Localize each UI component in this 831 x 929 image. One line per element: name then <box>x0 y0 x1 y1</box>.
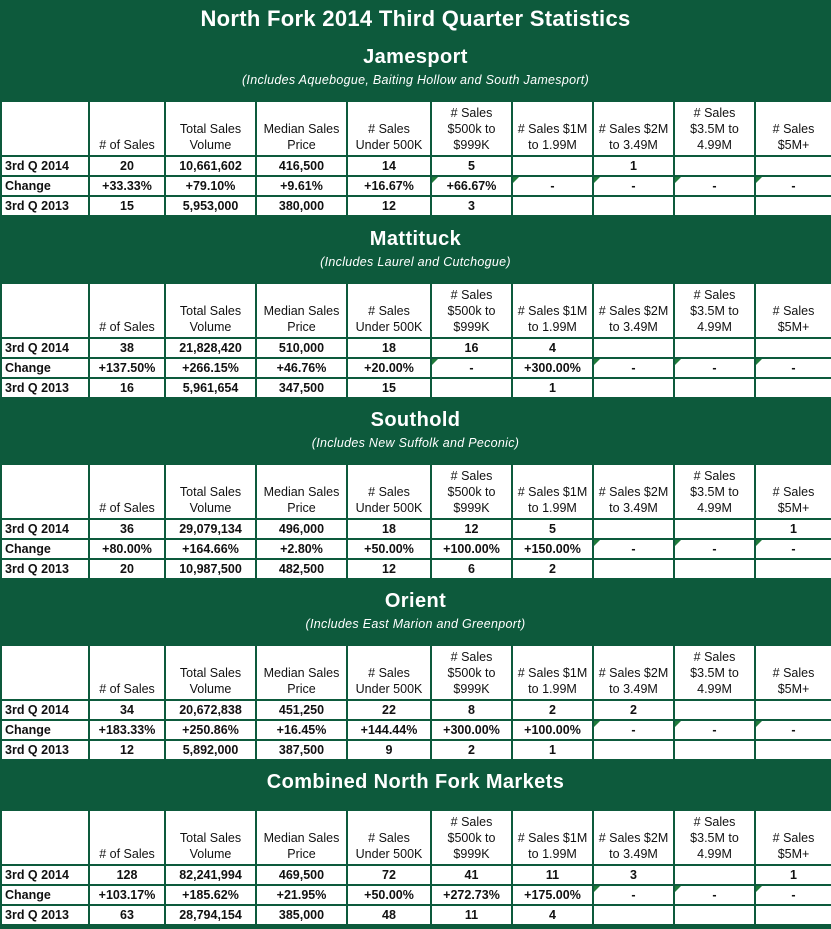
table-cell: 5 <box>431 156 512 176</box>
page-title: North Fork 2014 Third Quarter Statistics <box>200 6 631 31</box>
table-cell: +16.67% <box>347 176 431 196</box>
header-blank-cell <box>1 101 89 156</box>
table-cell: +266.15% <box>165 358 256 378</box>
region-header <box>0 409 831 450</box>
table-cell: 18 <box>347 338 431 358</box>
stats-table <box>0 809 831 926</box>
table-cell: - <box>674 885 755 905</box>
column-header: # Sales $5M+ <box>755 283 831 338</box>
header-row <box>1 283 831 338</box>
header-blank-cell <box>1 464 89 519</box>
table-cell: - <box>593 885 674 905</box>
row-label: Change <box>1 885 89 905</box>
row-label: 3rd Q 2014 <box>1 519 89 539</box>
table-row <box>1 156 831 176</box>
column-header: # Sales $5M+ <box>755 810 831 865</box>
column-header: # Sales $1M to 1.99M <box>512 283 593 338</box>
column-header: # Sales $5M+ <box>755 101 831 156</box>
column-header: Median Sales Price <box>256 283 347 338</box>
column-header: # Sales $2M to 3.49M <box>593 645 674 700</box>
table-cell: 28,794,154 <box>165 905 256 925</box>
column-header: # Sales $5M+ <box>755 464 831 519</box>
table-cell <box>755 740 831 760</box>
table-cell: 48 <box>347 905 431 925</box>
table-cell: 2 <box>431 740 512 760</box>
table-cell <box>512 196 593 216</box>
table-cell: 496,000 <box>256 519 347 539</box>
column-header: Median Sales Price <box>256 464 347 519</box>
table-cell: 482,500 <box>256 559 347 579</box>
table-cell: 3 <box>431 196 512 216</box>
table-cell: +66.67% <box>431 176 512 196</box>
table-cell: - <box>674 358 755 378</box>
row-label: 3rd Q 2014 <box>1 338 89 358</box>
column-header: # Sales $1M to 1.99M <box>512 464 593 519</box>
table-cell: 20,672,838 <box>165 700 256 720</box>
table-cell: 2 <box>593 700 674 720</box>
table-cell: +300.00% <box>512 358 593 378</box>
table-cell: +103.17% <box>89 885 165 905</box>
column-header: # Sales $2M to 3.49M <box>593 810 674 865</box>
table-row <box>1 885 831 905</box>
table-cell: 34 <box>89 700 165 720</box>
table-cell <box>512 156 593 176</box>
column-header: Median Sales Price <box>256 810 347 865</box>
region-subtitle: (Includes New Suffolk and Peconic) <box>311 436 520 450</box>
table-cell: +2.80% <box>256 539 347 559</box>
table-cell: 9 <box>347 740 431 760</box>
row-label: Change <box>1 539 89 559</box>
table-cell: 385,000 <box>256 905 347 925</box>
table-cell <box>755 338 831 358</box>
table-cell: 5,892,000 <box>165 740 256 760</box>
table-cell <box>755 559 831 579</box>
region-name: Mattituck <box>369 228 462 250</box>
table-cell: - <box>674 720 755 740</box>
table-row <box>1 700 831 720</box>
row-label: Change <box>1 720 89 740</box>
table-cell: 5,953,000 <box>165 196 256 216</box>
table-cell <box>674 196 755 216</box>
column-header: Total Sales Volume <box>165 645 256 700</box>
table-cell: 5,961,654 <box>165 378 256 398</box>
table-cell: 10,987,500 <box>165 559 256 579</box>
header-blank-cell <box>1 645 89 700</box>
column-header: # Sales $1M to 1.99M <box>512 810 593 865</box>
header-row <box>1 810 831 865</box>
table-cell: 12 <box>347 196 431 216</box>
table-cell: 20 <box>89 156 165 176</box>
table-cell: 1 <box>755 865 831 885</box>
table-cell: +50.00% <box>347 539 431 559</box>
table-cell: 16 <box>89 378 165 398</box>
table-cell: +79.10% <box>165 176 256 196</box>
column-header: # Sales $1M to 1.99M <box>512 101 593 156</box>
stats-table <box>0 100 831 217</box>
region-subtitle: (Includes Laurel and Cutchogue) <box>320 255 511 269</box>
table-row <box>1 905 831 925</box>
table-cell: 20 <box>89 559 165 579</box>
table-cell: 12 <box>347 559 431 579</box>
table-cell: +144.44% <box>347 720 431 740</box>
table-cell: +21.95% <box>256 885 347 905</box>
table-row <box>1 539 831 559</box>
table-cell: +50.00% <box>347 885 431 905</box>
row-label: Change <box>1 358 89 378</box>
table-cell: +9.61% <box>256 176 347 196</box>
table-cell: - <box>674 539 755 559</box>
table-cell: - <box>755 176 831 196</box>
table-cell: 451,250 <box>256 700 347 720</box>
table-cell: +164.66% <box>165 539 256 559</box>
table-cell: - <box>674 176 755 196</box>
column-header: # Sales $5M+ <box>755 645 831 700</box>
table-row <box>1 378 831 398</box>
table-cell <box>674 156 755 176</box>
table-cell: - <box>755 539 831 559</box>
table-cell <box>431 378 512 398</box>
table-cell <box>755 700 831 720</box>
region-header <box>0 228 831 269</box>
region-header <box>0 771 831 794</box>
region-header <box>0 46 831 87</box>
table-cell: 22 <box>347 700 431 720</box>
table-cell: +137.50% <box>89 358 165 378</box>
table-cell: +20.00% <box>347 358 431 378</box>
column-header: # Sales Under 500K <box>347 283 431 338</box>
stats-table <box>0 282 831 399</box>
table-row <box>1 720 831 740</box>
table-cell: +100.00% <box>431 539 512 559</box>
table-cell: - <box>593 358 674 378</box>
row-label: 3rd Q 2013 <box>1 559 89 579</box>
table-cell: 18 <box>347 519 431 539</box>
table-cell <box>674 740 755 760</box>
header-row <box>1 645 831 700</box>
table-cell: - <box>593 176 674 196</box>
column-header: # Sales $3.5M to 4.99M <box>674 810 755 865</box>
table-cell <box>755 196 831 216</box>
table-cell: 15 <box>89 196 165 216</box>
table-cell: 29,079,134 <box>165 519 256 539</box>
region-name: Jamesport <box>363 46 468 68</box>
table-cell: 510,000 <box>256 338 347 358</box>
table-cell: 4 <box>512 905 593 925</box>
table-row <box>1 196 831 216</box>
table-row <box>1 865 831 885</box>
table-cell: 14 <box>347 156 431 176</box>
table-cell: +16.45% <box>256 720 347 740</box>
table-cell: 1 <box>512 378 593 398</box>
header-row <box>1 464 831 519</box>
table-cell: 11 <box>431 905 512 925</box>
table-cell: 36 <box>89 519 165 539</box>
table-cell <box>674 559 755 579</box>
stats-table <box>0 463 831 580</box>
table-cell: 128 <box>89 865 165 885</box>
table-cell <box>755 156 831 176</box>
column-header: # Sales $500k to $999K <box>431 464 512 519</box>
table-cell: - <box>755 885 831 905</box>
table-cell <box>593 559 674 579</box>
table-cell: 63 <box>89 905 165 925</box>
table-row <box>1 176 831 196</box>
region-subtitle: (Includes East Marion and Greenport) <box>305 617 526 631</box>
column-header: # of Sales <box>89 464 165 519</box>
header-blank-cell <box>1 283 89 338</box>
table-row <box>1 740 831 760</box>
column-header: # Sales $1M to 1.99M <box>512 645 593 700</box>
table-cell: 11 <box>512 865 593 885</box>
table-cell: +150.00% <box>512 539 593 559</box>
table-cell: 12 <box>431 519 512 539</box>
table-row <box>1 358 831 378</box>
column-header: # Sales $500k to $999K <box>431 101 512 156</box>
column-header: # Sales $3.5M to 4.99M <box>674 645 755 700</box>
table-cell: 1 <box>755 519 831 539</box>
table-cell: 12 <box>89 740 165 760</box>
table-cell: - <box>512 176 593 196</box>
row-label: 3rd Q 2013 <box>1 905 89 925</box>
table-cell: 16 <box>431 338 512 358</box>
table-cell: 469,500 <box>256 865 347 885</box>
column-header: Total Sales Volume <box>165 464 256 519</box>
table-cell: +272.73% <box>431 885 512 905</box>
column-header: # Sales $3.5M to 4.99M <box>674 464 755 519</box>
column-header: # Sales $2M to 3.49M <box>593 464 674 519</box>
table-cell: +80.00% <box>89 539 165 559</box>
table-cell: +33.33% <box>89 176 165 196</box>
table-cell: +250.86% <box>165 720 256 740</box>
column-header: # Sales $500k to $999K <box>431 810 512 865</box>
stats-table <box>0 644 831 761</box>
table-cell: - <box>755 358 831 378</box>
table-cell: - <box>593 720 674 740</box>
table-cell: 2 <box>512 700 593 720</box>
column-header: # Sales Under 500K <box>347 464 431 519</box>
table-cell: 347,500 <box>256 378 347 398</box>
column-header: # Sales $2M to 3.49M <box>593 101 674 156</box>
table-cell: 4 <box>512 338 593 358</box>
table-cell: +175.00% <box>512 885 593 905</box>
column-header: # Sales Under 500K <box>347 810 431 865</box>
table-cell: 15 <box>347 378 431 398</box>
table-cell: 41 <box>431 865 512 885</box>
table-cell <box>593 905 674 925</box>
table-cell <box>674 338 755 358</box>
table-cell: 21,828,420 <box>165 338 256 358</box>
table-cell: - <box>593 539 674 559</box>
table-cell: +100.00% <box>512 720 593 740</box>
region-header <box>0 590 831 631</box>
table-cell: 416,500 <box>256 156 347 176</box>
table-cell <box>593 740 674 760</box>
table-cell: 380,000 <box>256 196 347 216</box>
table-cell: 10,661,602 <box>165 156 256 176</box>
table-cell: 1 <box>512 740 593 760</box>
table-cell <box>755 905 831 925</box>
table-cell <box>674 905 755 925</box>
column-header: Total Sales Volume <box>165 283 256 338</box>
table-cell <box>674 700 755 720</box>
region-subtitle: (Includes Aquebogue, Baiting Hollow and South Jamesport) <box>241 73 590 87</box>
column-header: Median Sales Price <box>256 101 347 156</box>
table-cell <box>593 338 674 358</box>
table-cell: +183.33% <box>89 720 165 740</box>
table-row <box>1 338 831 358</box>
row-label: Change <box>1 176 89 196</box>
table-cell: 2 <box>512 559 593 579</box>
table-cell: 72 <box>347 865 431 885</box>
table-cell <box>593 196 674 216</box>
region-name: Orient <box>384 590 447 612</box>
column-header: # Sales $2M to 3.49M <box>593 283 674 338</box>
table-cell <box>674 378 755 398</box>
table-cell <box>674 519 755 539</box>
row-label: 3rd Q 2013 <box>1 196 89 216</box>
table-cell: 8 <box>431 700 512 720</box>
table-cell: 387,500 <box>256 740 347 760</box>
column-header: # Sales $500k to $999K <box>431 283 512 338</box>
table-cell <box>593 378 674 398</box>
row-label: 3rd Q 2013 <box>1 740 89 760</box>
column-header: # Sales Under 500K <box>347 645 431 700</box>
column-header: # Sales $3.5M to 4.99M <box>674 283 755 338</box>
table-cell: 3 <box>593 865 674 885</box>
column-header: Total Sales Volume <box>165 101 256 156</box>
row-label: 3rd Q 2014 <box>1 865 89 885</box>
column-header: Median Sales Price <box>256 645 347 700</box>
region-name: Combined North Fork Markets <box>266 771 565 793</box>
column-header: # of Sales <box>89 283 165 338</box>
table-cell: 1 <box>593 156 674 176</box>
table-cell: - <box>431 358 512 378</box>
table-cell: +300.00% <box>431 720 512 740</box>
column-header: # of Sales <box>89 645 165 700</box>
table-cell: 5 <box>512 519 593 539</box>
table-cell: 82,241,994 <box>165 865 256 885</box>
table-cell <box>755 378 831 398</box>
column-header: # of Sales <box>89 101 165 156</box>
row-label: 3rd Q 2014 <box>1 700 89 720</box>
header-blank-cell <box>1 810 89 865</box>
table-cell <box>593 519 674 539</box>
region-name: Southold <box>370 409 461 431</box>
table-cell: +46.76% <box>256 358 347 378</box>
table-cell: - <box>755 720 831 740</box>
table-cell <box>674 865 755 885</box>
column-header: # Sales Under 500K <box>347 101 431 156</box>
row-label: 3rd Q 2014 <box>1 156 89 176</box>
column-header: Total Sales Volume <box>165 810 256 865</box>
table-cell: +185.62% <box>165 885 256 905</box>
column-header: # Sales $500k to $999K <box>431 645 512 700</box>
row-label: 3rd Q 2013 <box>1 378 89 398</box>
table-row <box>1 559 831 579</box>
table-cell: 6 <box>431 559 512 579</box>
table-row <box>1 519 831 539</box>
header-row <box>1 101 831 156</box>
column-header: # Sales $3.5M to 4.99M <box>674 101 755 156</box>
column-header: # of Sales <box>89 810 165 865</box>
table-cell: 38 <box>89 338 165 358</box>
